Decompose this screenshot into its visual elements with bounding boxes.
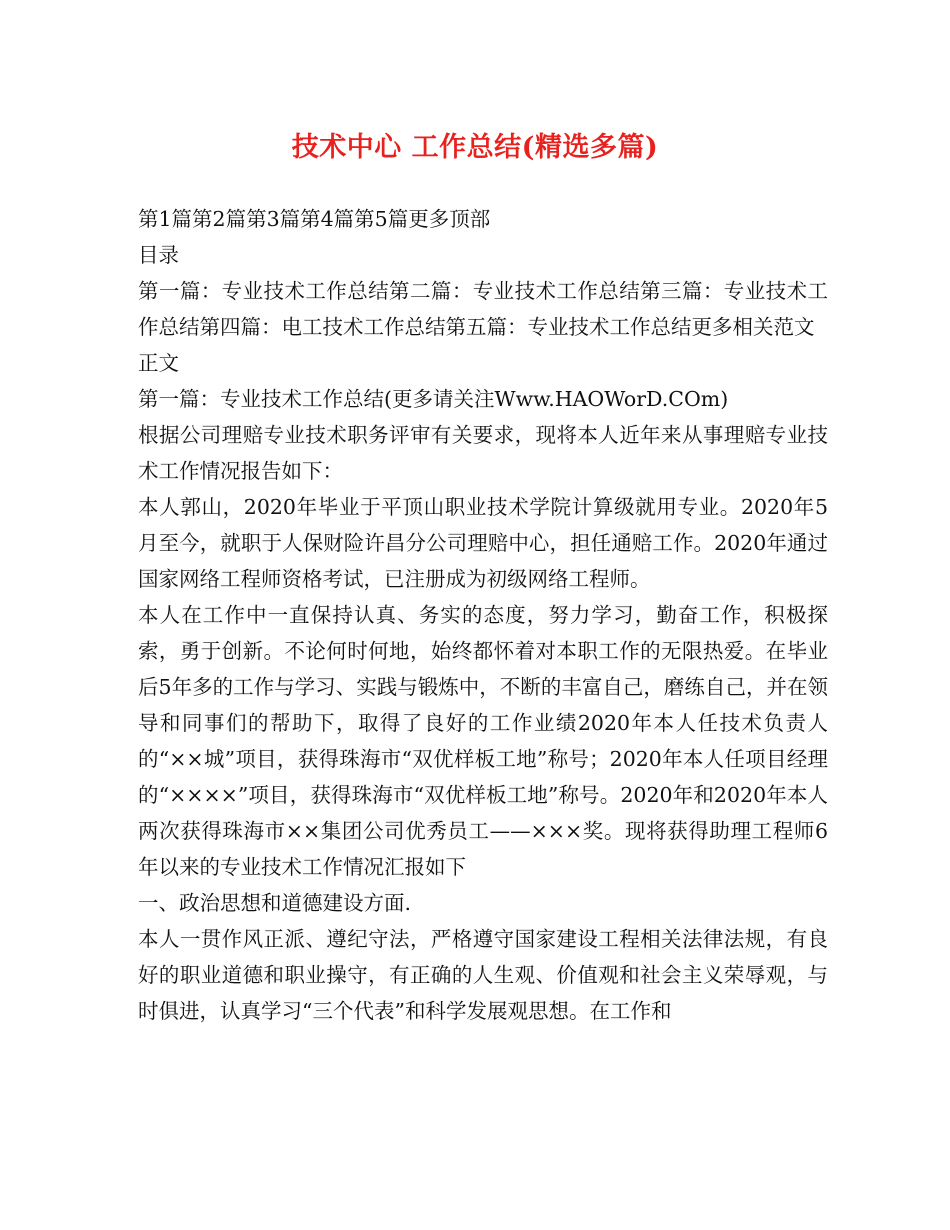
paragraph-first-article-title: 第一篇：专业技术工作总结(更多请关注Www.HAOWorD.COm) — [138, 387, 729, 411]
document-body — [138, 201, 828, 1029]
paragraph-section-heading: 一、政治思想和道德建设方面. — [138, 891, 412, 915]
paragraph-contents-list: 第一篇：专业技术工作总结第二篇：专业技术工作总结第三篇：专业技术工作总结第四篇：电工技术工作总结第五篇：专业技术工作总结更多相关范文 — [138, 279, 828, 339]
paragraph-work-attitude: 本人在工作中一直保持认真、务实的态度，努力学习，勤奋工作，积极探索，勇于创新。不论何时何地，始终都怀着对本职工作的无限热爱。在毕业后5年多的工作与学习、实践与锻炼中，不断的丰富自己，磨练自己，并在领导和同事们的帮助下，取得了良好的工作业绩2020年本人任技术负责人的“××城”项目，获得珠海市“双优样板工地”称号；2020年本人任项目经理的“××××”项目，获得珠海市“双优样板工地”称号。2020年和2020年本人两次获得珠海市××集团公司优秀员工——×××奖。现将获得助理工程师6年以来的专业技术工作情况汇报如下 — [138, 603, 828, 879]
document-title: 技术中心 工作总结(精选多篇) — [291, 132, 659, 163]
paragraph-toc-links: 第1篇第2篇第3篇第4篇第5篇更多顶部 — [138, 207, 491, 231]
paragraph-body-heading: 正文 — [138, 351, 179, 375]
paragraph-intro: 根据公司理赔专业技术职务评审有关要求，现将本人近年来从事理赔专业技术工作情况报告如下： — [138, 423, 828, 483]
paragraph-personal-info: 本人郭山，2020年毕业于平顶山职业技术学院计算级就用专业。2020年5月至今，就职于人保财险许昌分公司理赔中心，担任通赔工作。2020年通过国家网络工程师资格考试，已注册成为初级网络工程师。 — [138, 495, 828, 591]
paragraph-contents-heading: 目录 — [138, 243, 179, 267]
paragraph-political-thought: 本人一贯作风正派、遵纪守法，严格遵守国家建设工程相关法律法规，有良好的职业道德和职业操守，有正确的人生观、价值观和社会主义荣辱观，与时俱进，认真学习“三个代表”和科学发展观思想。在工作和 — [138, 927, 828, 1023]
